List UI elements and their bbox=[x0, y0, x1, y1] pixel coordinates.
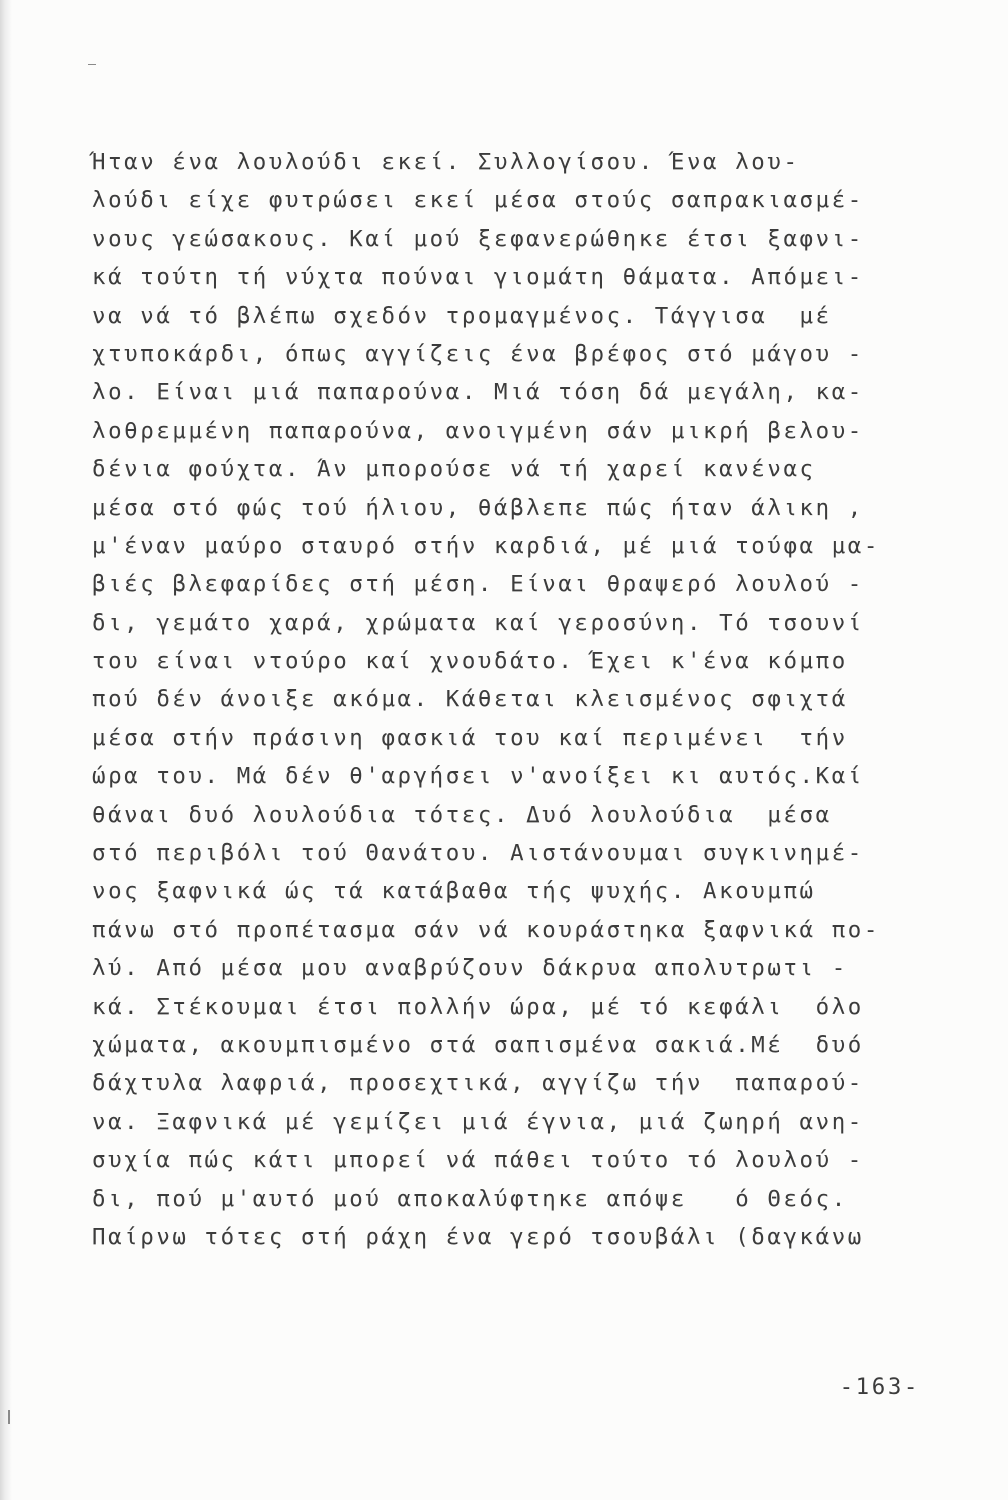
text-line: πάνω στό προπέτασμα σάν νά κουράστηκα ξαφνικά πο- bbox=[92, 916, 880, 943]
text-line: θάναι δυό λουλούδια τότες. Δυό λουλούδια μέσα bbox=[92, 801, 832, 828]
text-line: δάχτυλα λαφριά, προσεχτικά, αγγίζω τήν παπαρού- bbox=[92, 1070, 864, 1097]
text-line: κά. Στέκουμαι έτσι πολλήν ώρα, μέ τό κεφάλι όλο bbox=[92, 993, 864, 1020]
text-line: στό περιβόλι τού Θανάτου. Αιστάνουμαι συγκινημέ- bbox=[92, 840, 864, 867]
text-line: μέσα στήν πράσινη φασκιά του καί περιμένει τήν bbox=[92, 724, 848, 751]
text-line: να. Ξαφνικά μέ γεμίζει μιά έγνια, μιά ζωηρή ανη- bbox=[92, 1108, 864, 1135]
text-line: λούδι είχε φυτρώσει εκεί μέσα στούς σαπρακιασμέ- bbox=[92, 187, 864, 214]
text-line: του είναι ντούρο καί χνουδάτο. Έχει κ'ένα κόμπο bbox=[92, 648, 848, 675]
text-line: λο. Είναι μιά παπαρούνα. Μιά τόση δά μεγάλη, κα- bbox=[92, 379, 864, 406]
page-number: -163- bbox=[839, 1374, 920, 1400]
text-line: κά τούτη τή νύχτα πούναι γιομάτη θάματα. Απόμει- bbox=[92, 264, 864, 291]
text-line: δένια φούχτα. Άν μπορούσε νά τή χαρεί κανένας bbox=[92, 456, 816, 483]
text-line: λύ. Από μέσα μου αναβρύζουν δάκρυα απολυτρωτι - bbox=[92, 955, 848, 982]
text-line: Ήταν ένα λουλούδι εκεί. Συλλογίσου. Ένα λου- bbox=[92, 149, 800, 175]
text-line: συχία πώς κάτι μπορεί νά πάθει τούτο τό λουλού - bbox=[92, 1147, 864, 1174]
text-line: λοθρεμμένη παπαρούνα, ανοιγμένη σάν μικρή βελου- bbox=[92, 417, 864, 444]
text-line: Παίρνω τότες στή ράχη ένα γερό τσουβάλι (δαγκάνω bbox=[92, 1223, 864, 1250]
page-binding-edge bbox=[0, 0, 12, 1500]
text-line: πού δέν άνοιξε ακόμα. Κάθεται κλεισμένος σφιχτά bbox=[92, 686, 848, 713]
text-line: μ'έναν μαύρο σταυρό στήν καρδιά, μέ μιά τούφα μα- bbox=[92, 532, 880, 559]
text-line: βιές βλεφαρίδες στή μέση. Είναι θραψερό λουλού - bbox=[92, 571, 864, 598]
text-line: δι, πού μ'αυτό μού αποκαλύφτηκε απόψε ό Θεός. bbox=[92, 1185, 848, 1212]
text-line: μέσα στό φώς τού ήλιου, θάβλεπε πώς ήταν άλικη , bbox=[92, 494, 864, 521]
text-line: νος ξαφνικά ώς τά κατάβαθα τής ψυχής. Ακουμπώ bbox=[92, 878, 816, 905]
body-text bbox=[92, 143, 912, 1256]
text-line: νους γεώσακους. Καί μού ξεφανερώθηκε έτσι ξαφνι- bbox=[92, 225, 864, 252]
text-line: χτυποκάρδι, όπως αγγίζεις ένα βρέφος στό μάγου - bbox=[92, 340, 864, 367]
text-line: να νά τό βλέπω σχεδόν τρομαγμένος. Τάγγισα μέ bbox=[92, 302, 832, 329]
text-line: δι, γεμάτο χαρά, χρώματα καί γεροσύνη. Τό τσουνί bbox=[92, 609, 864, 636]
scan-speck bbox=[8, 1410, 10, 1424]
scan-speck bbox=[88, 64, 96, 65]
text-line: ώρα του. Μά δέν θ'αργήσει ν'ανοίξει κι αυτός.Καί bbox=[92, 763, 864, 790]
text-line: χώματα, ακουμπισμένο στά σαπισμένα σακιά.Μέ δυό bbox=[92, 1031, 864, 1058]
